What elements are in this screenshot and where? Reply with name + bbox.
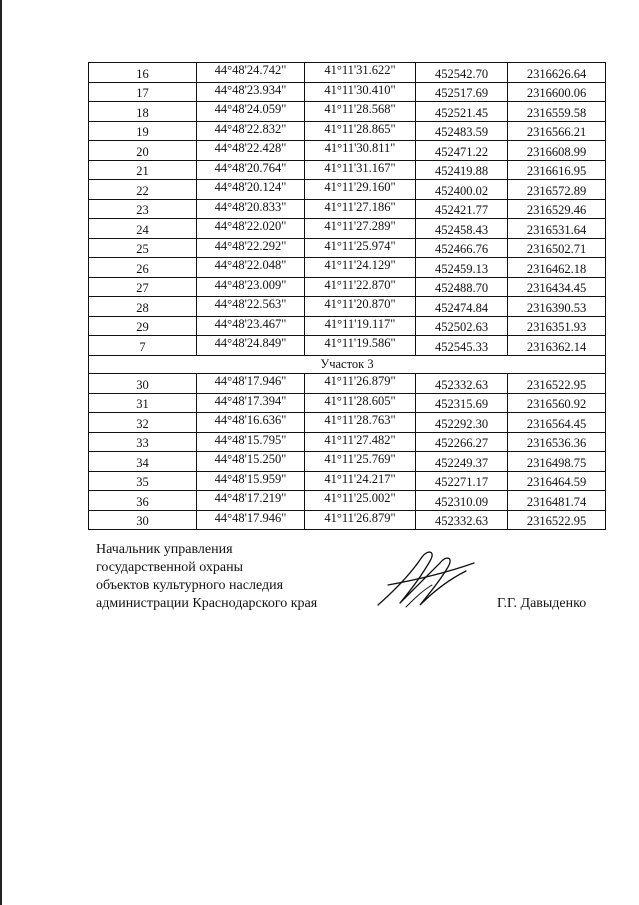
cell-lat: 44°48'15.250" bbox=[197, 452, 305, 472]
table-row bbox=[89, 141, 606, 161]
cell-lon: 41°11'28.605" bbox=[305, 393, 416, 413]
cell-num: 26 bbox=[89, 258, 197, 278]
table-row bbox=[89, 491, 606, 511]
cell-lon: 41°11'30.410" bbox=[305, 82, 416, 102]
cell-lat: 44°48'22.428" bbox=[197, 141, 305, 161]
cell-lat: 44°48'17.946" bbox=[197, 374, 305, 394]
table-row bbox=[89, 199, 606, 219]
cell-num: 32 bbox=[89, 413, 197, 433]
cell-x: 452483.59 bbox=[416, 121, 508, 141]
cell-lat: 44°48'22.020" bbox=[197, 219, 305, 239]
table-row bbox=[89, 393, 606, 413]
table-row bbox=[89, 238, 606, 258]
scan-edge-line bbox=[0, 0, 2, 905]
cell-lat: 44°48'16.636" bbox=[197, 413, 305, 433]
cell-x: 452458.43 bbox=[416, 219, 508, 239]
cell-lon: 41°11'31.167" bbox=[305, 160, 416, 180]
cell-num: 20 bbox=[89, 141, 197, 161]
cell-y: 2316498.75 bbox=[508, 452, 606, 472]
cell-lat: 44°48'20.833" bbox=[197, 199, 305, 219]
cell-lon: 41°11'28.865" bbox=[305, 121, 416, 141]
cell-num: 16 bbox=[89, 63, 197, 83]
cell-lat: 44°48'15.795" bbox=[197, 432, 305, 452]
cell-lat: 44°48'22.048" bbox=[197, 258, 305, 278]
cell-lon: 41°11'19.586" bbox=[305, 336, 416, 356]
cell-y: 2316362.14 bbox=[508, 336, 606, 356]
cell-y: 2316390.53 bbox=[508, 297, 606, 317]
cell-y: 2316560.92 bbox=[508, 393, 606, 413]
cell-num: 33 bbox=[89, 432, 197, 452]
cell-x: 452542.70 bbox=[416, 63, 508, 83]
position-title-line: администрации Краснодарского края bbox=[96, 596, 318, 611]
cell-x: 452474.84 bbox=[416, 297, 508, 317]
cell-lon: 41°11'24.129" bbox=[305, 258, 416, 278]
cell-num: 21 bbox=[89, 160, 197, 180]
table-row bbox=[89, 82, 606, 102]
table-row bbox=[89, 102, 606, 122]
handwritten-signature bbox=[370, 545, 480, 615]
cell-x: 452545.33 bbox=[416, 336, 508, 356]
cell-num: 7 bbox=[89, 336, 197, 356]
cell-x: 452271.17 bbox=[416, 471, 508, 491]
cell-lat: 44°48'15.959" bbox=[197, 471, 305, 491]
table-row bbox=[89, 452, 606, 472]
cell-num: 28 bbox=[89, 297, 197, 317]
table-row bbox=[89, 277, 606, 297]
cell-lat: 44°48'20.764" bbox=[197, 160, 305, 180]
cell-lat: 44°48'17.219" bbox=[197, 491, 305, 511]
cell-y: 2316616.95 bbox=[508, 160, 606, 180]
cell-lon: 41°11'30.811" bbox=[305, 141, 416, 161]
coordinates-table bbox=[88, 62, 606, 530]
cell-lon: 41°11'31.622" bbox=[305, 63, 416, 83]
cell-lon: 41°11'20.870" bbox=[305, 297, 416, 317]
signer-name: Г.Г. Давыденко bbox=[497, 596, 587, 611]
cell-y: 2316559.58 bbox=[508, 102, 606, 122]
table-row bbox=[89, 258, 606, 278]
cell-lon: 41°11'27.482" bbox=[305, 432, 416, 452]
cell-num: 19 bbox=[89, 121, 197, 141]
cell-y: 2316462.18 bbox=[508, 258, 606, 278]
cell-lon: 41°11'27.186" bbox=[305, 199, 416, 219]
cell-num: 30 bbox=[89, 374, 197, 394]
table-row bbox=[89, 219, 606, 239]
cell-lon: 41°11'25.002" bbox=[305, 491, 416, 511]
cell-y: 2316351.93 bbox=[508, 316, 606, 336]
table-row bbox=[89, 336, 606, 356]
cell-lat: 44°48'23.467" bbox=[197, 316, 305, 336]
position-title-line: объектов культурного наследия bbox=[96, 578, 284, 593]
cell-lat: 44°48'22.832" bbox=[197, 121, 305, 141]
cell-num: 31 bbox=[89, 393, 197, 413]
table-row bbox=[89, 432, 606, 452]
cell-x: 452315.69 bbox=[416, 393, 508, 413]
cell-num: 17 bbox=[89, 82, 197, 102]
table-row bbox=[89, 374, 606, 394]
cell-x: 452249.37 bbox=[416, 452, 508, 472]
cell-y: 2316608.99 bbox=[508, 141, 606, 161]
cell-lat: 44°48'17.946" bbox=[197, 510, 305, 530]
cell-lon: 41°11'29.160" bbox=[305, 180, 416, 200]
cell-x: 452419.88 bbox=[416, 160, 508, 180]
cell-y: 2316522.95 bbox=[508, 374, 606, 394]
signature-block bbox=[96, 541, 317, 613]
cell-x: 452521.45 bbox=[416, 102, 508, 122]
cell-x: 452517.69 bbox=[416, 82, 508, 102]
cell-lon: 41°11'26.879" bbox=[305, 510, 416, 530]
cell-y: 2316529.46 bbox=[508, 199, 606, 219]
cell-num: 22 bbox=[89, 180, 197, 200]
cell-y: 2316536.36 bbox=[508, 432, 606, 452]
cell-lon: 41°11'25.769" bbox=[305, 452, 416, 472]
cell-x: 452421.77 bbox=[416, 199, 508, 219]
position-title-line: Начальник управления bbox=[96, 542, 233, 557]
cell-y: 2316566.21 bbox=[508, 121, 606, 141]
section-row bbox=[89, 355, 606, 374]
position-title-line: государственной охраны bbox=[96, 560, 244, 575]
cell-num: 23 bbox=[89, 199, 197, 219]
cell-num: 24 bbox=[89, 219, 197, 239]
cell-num: 30 bbox=[89, 510, 197, 530]
cell-x: 452459.13 bbox=[416, 258, 508, 278]
table-row bbox=[89, 121, 606, 141]
cell-lat: 44°48'22.292" bbox=[197, 238, 305, 258]
cell-y: 2316502.71 bbox=[508, 238, 606, 258]
cell-y: 2316531.64 bbox=[508, 219, 606, 239]
cell-lon: 41°11'28.568" bbox=[305, 102, 416, 122]
cell-lat: 44°48'20.124" bbox=[197, 180, 305, 200]
table-row bbox=[89, 160, 606, 180]
cell-lon: 41°11'27.289" bbox=[305, 219, 416, 239]
cell-y: 2316626.64 bbox=[508, 63, 606, 83]
cell-num: 18 bbox=[89, 102, 197, 122]
cell-x: 452466.76 bbox=[416, 238, 508, 258]
cell-y: 2316572.89 bbox=[508, 180, 606, 200]
cell-lat: 44°48'23.934" bbox=[197, 82, 305, 102]
cell-lat: 44°48'24.849" bbox=[197, 336, 305, 356]
table-row bbox=[89, 413, 606, 433]
cell-y: 2316464.59 bbox=[508, 471, 606, 491]
cell-y: 2316434.45 bbox=[508, 277, 606, 297]
cell-y: 2316522.95 bbox=[508, 510, 606, 530]
cell-x: 452332.63 bbox=[416, 510, 508, 530]
cell-lat: 44°48'24.059" bbox=[197, 102, 305, 122]
section-label: Участок 3 bbox=[89, 355, 606, 374]
cell-y: 2316564.45 bbox=[508, 413, 606, 433]
cell-lat: 44°48'22.563" bbox=[197, 297, 305, 317]
table-row bbox=[89, 63, 606, 83]
cell-num: 36 bbox=[89, 491, 197, 511]
cell-lat: 44°48'23.009" bbox=[197, 277, 305, 297]
table-row bbox=[89, 297, 606, 317]
cell-y: 2316600.06 bbox=[508, 82, 606, 102]
table-row bbox=[89, 180, 606, 200]
cell-num: 25 bbox=[89, 238, 197, 258]
cell-x: 452266.27 bbox=[416, 432, 508, 452]
cell-x: 452310.09 bbox=[416, 491, 508, 511]
cell-x: 452502.63 bbox=[416, 316, 508, 336]
cell-lat: 44°48'17.394" bbox=[197, 393, 305, 413]
cell-num: 35 bbox=[89, 471, 197, 491]
cell-x: 452400.02 bbox=[416, 180, 508, 200]
cell-num: 27 bbox=[89, 277, 197, 297]
cell-lon: 41°11'22.870" bbox=[305, 277, 416, 297]
cell-y: 2316481.74 bbox=[508, 491, 606, 511]
cell-lat: 44°48'24.742" bbox=[197, 63, 305, 83]
cell-x: 452471.22 bbox=[416, 141, 508, 161]
cell-x: 452332.63 bbox=[416, 374, 508, 394]
table-row bbox=[89, 471, 606, 491]
cell-lon: 41°11'24.217" bbox=[305, 471, 416, 491]
cell-lon: 41°11'26.879" bbox=[305, 374, 416, 394]
table-row bbox=[89, 316, 606, 336]
cell-lon: 41°11'25.974" bbox=[305, 238, 416, 258]
cell-lon: 41°11'19.117" bbox=[305, 316, 416, 336]
cell-num: 34 bbox=[89, 452, 197, 472]
cell-x: 452488.70 bbox=[416, 277, 508, 297]
cell-x: 452292.30 bbox=[416, 413, 508, 433]
table-row bbox=[89, 510, 606, 530]
cell-num: 29 bbox=[89, 316, 197, 336]
cell-lon: 41°11'28.763" bbox=[305, 413, 416, 433]
